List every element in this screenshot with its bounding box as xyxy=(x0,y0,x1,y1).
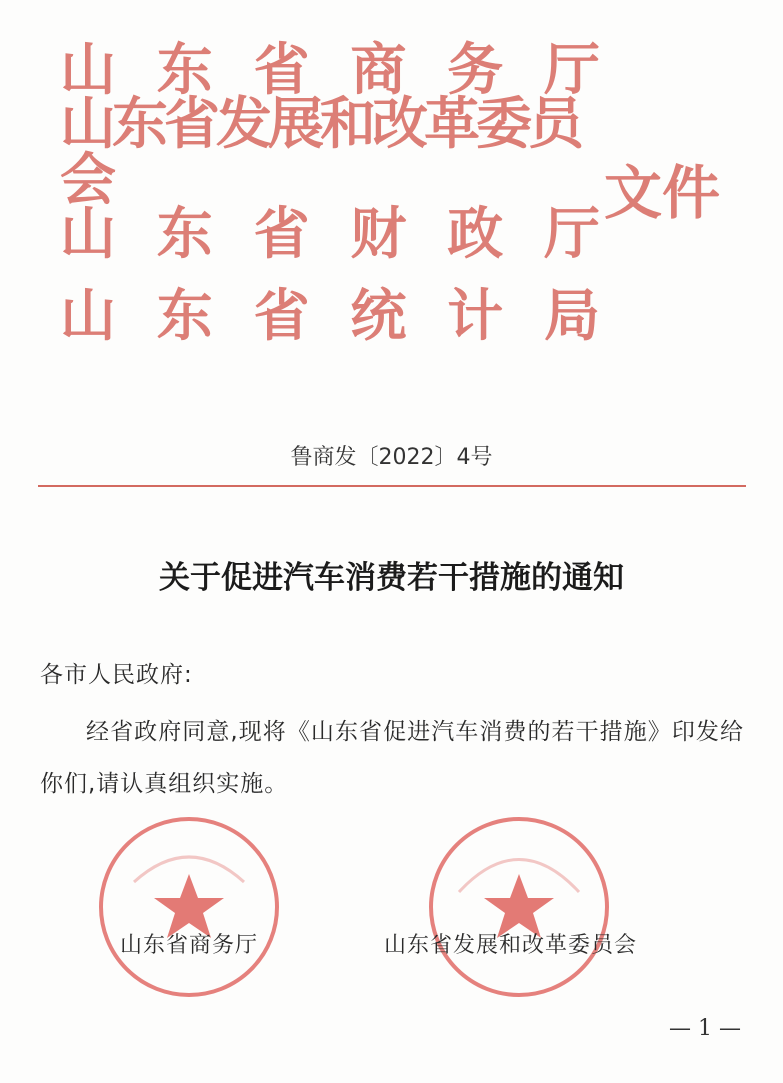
issuer-char: 东 xyxy=(156,284,213,349)
issuer-char: 山 xyxy=(60,38,116,103)
seal-commerce-icon xyxy=(94,812,284,1002)
issuer-text: 山东省发展和改革委员会 xyxy=(60,92,580,213)
body-paragraph: 经省政府同意,现将《山东省促进汽车消费的若干措施》印发给你们,请认真组织实施。 xyxy=(40,719,744,797)
signature-development-reform: 山东省发展和改革委员会 xyxy=(384,933,638,958)
issuer-char: 财 xyxy=(350,202,407,267)
issuer-char: 厅 xyxy=(543,202,600,267)
issuer-char: 厅 xyxy=(543,38,600,103)
notice-title: 关于促进汽车消费若干措施的通知 xyxy=(159,560,624,596)
issuer-development-reform xyxy=(60,92,600,213)
issuer-char: 东 xyxy=(156,38,213,103)
issuer-char: 商 xyxy=(350,38,407,103)
issuer-char: 山 xyxy=(60,284,116,349)
issuer-char: 山 xyxy=(60,202,116,267)
issuer-char: 政 xyxy=(447,202,504,267)
page-number: — 1 — xyxy=(669,1016,741,1041)
issuing-organizations xyxy=(60,30,600,358)
issuer-char: 省 xyxy=(253,202,310,267)
issuer-char: 局 xyxy=(543,284,600,349)
issuer-statistics xyxy=(60,276,600,358)
salutation: 各市人民政府: xyxy=(40,662,193,688)
document-suffix: 文件 xyxy=(604,159,721,227)
issuer-char: 计 xyxy=(447,284,504,349)
issuer-char: 东 xyxy=(156,202,213,267)
issuer-char: 统 xyxy=(350,284,407,349)
seal-development-reform-commission xyxy=(424,812,614,1002)
seal-development-icon xyxy=(424,812,614,1002)
seal-commerce-department xyxy=(94,812,284,1002)
issuer-char: 省 xyxy=(253,38,310,103)
signature-commerce: 山东省商务厅 xyxy=(120,933,259,958)
issuer-char: 省 xyxy=(253,284,310,349)
document-number: 鲁商发〔2022〕4号 xyxy=(290,445,493,470)
red-divider xyxy=(38,485,746,487)
issuer-char: 务 xyxy=(447,38,504,103)
